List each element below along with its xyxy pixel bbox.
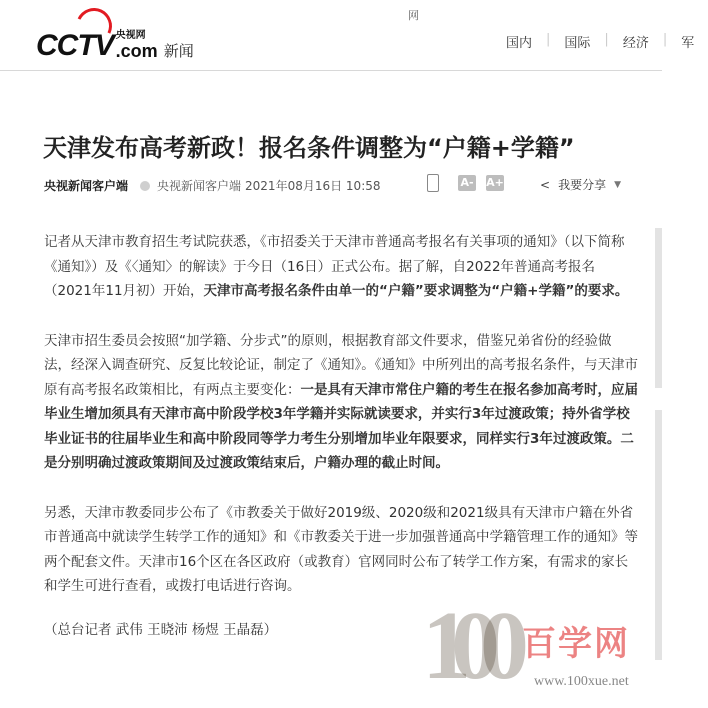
article-source[interactable]: 央视新闻客户端 bbox=[44, 179, 129, 193]
share-button[interactable] bbox=[540, 176, 621, 193]
nav-separator: | bbox=[662, 32, 668, 47]
logo-domain: .com bbox=[115, 41, 158, 61]
p2-text: 天津市招生委员会按照“加学籍、分步式”的原则，根据教育部文件要求，借鉴兄弟省份的经验做法，经深入调查研究、反复比较论证，制定了《通知》。《通知》中所列出的高考报名条件，与天津市原有高考报名政策相比，有两点主要变化： bbox=[44, 332, 638, 398]
nav-item-international[interactable]: 国际 bbox=[564, 36, 591, 51]
nav-separator: | bbox=[546, 32, 551, 47]
article-datetime: 2021年08月16日 10:58 bbox=[245, 179, 381, 193]
article-title: 天津发布高考新政！报名条件调整为“户籍+学籍” bbox=[43, 134, 575, 163]
share-label: 我要分享 bbox=[558, 178, 607, 192]
watermark-text: 百学网 bbox=[522, 624, 630, 664]
paragraph-1 bbox=[44, 230, 638, 304]
logo-section: 新闻 bbox=[163, 42, 194, 60]
mobile-view-icon[interactable] bbox=[427, 174, 439, 192]
p1-bold: 天津市高考报名条件由单一的“户籍”要求调整为“户籍+学籍”的要求。 bbox=[203, 283, 629, 299]
font-larger-button[interactable]: A+ bbox=[486, 176, 504, 189]
nav-separator: | bbox=[604, 32, 609, 47]
side-scrollbar[interactable] bbox=[655, 228, 662, 388]
font-smaller-button[interactable]: A- bbox=[458, 175, 476, 191]
top-nav bbox=[506, 32, 708, 51]
nav-item-domestic[interactable]: 国内 bbox=[506, 36, 533, 51]
side-panel-edge bbox=[655, 410, 662, 660]
source-icon bbox=[140, 181, 150, 191]
logo-brand-cn: 央视网 bbox=[115, 30, 146, 41]
nav-item-economy[interactable]: 经济 bbox=[622, 36, 649, 51]
site-header bbox=[0, 0, 695, 71]
nav-item-military[interactable]: 军 bbox=[681, 36, 695, 51]
article-meta bbox=[44, 177, 381, 194]
watermark-number: 100 bbox=[422, 592, 509, 700]
logo-brand: CCTV bbox=[36, 29, 114, 62]
top-mark-char: 网 bbox=[408, 9, 419, 22]
article-channel: 央视新闻客户端 bbox=[157, 179, 242, 193]
cctv-logo[interactable] bbox=[36, 16, 194, 60]
article-body bbox=[44, 230, 638, 667]
paragraph-2 bbox=[44, 329, 638, 476]
p2-bold: 一是具有天津市常住户籍的考生在报名参加高考时，应届毕业生增加须具有天津市高中阶段学校3年学籍并实际就读要求，并实行3年过渡政策；持外省学校毕业证书的往届毕业生和高中阶段同等学力考生分别增加毕业年限要求，同样实行3年过渡政策。二是分别明确过渡政策期间及过渡政策结束后，户籍办理的截止时间。 bbox=[44, 381, 638, 471]
article-credit: （总台记者 武伟 王晓沛 杨煜 王晶磊） bbox=[44, 621, 278, 638]
chevron-down-icon: ▼ bbox=[614, 179, 621, 190]
paragraph-3: 另悉，天津市教委同步公布了《市教委关于做好2019级、2020级和2021级具有天津市户籍在外省市普通高中就读学生转学工作的通知》和《市教委关于进一步加强普通高中学籍管理工作的通知》等两个配套文件。天津市16个区在各区政府（或教育）官网同时公布了转学工作方案，有需求的家长和学生可进行查看，或拨打电话进行咨询。 bbox=[44, 504, 638, 594]
share-icon: < bbox=[540, 177, 551, 192]
watermark-url: www.100xue.net bbox=[534, 674, 629, 689]
p1-text: 记者从天津市教育招生考试院获悉，《市招委关于天津市普通高考报名有关事项的通知》（以下简称《通知》）及《〈通知〉的解读》于今日（16日）正式公布。据了解，自2022年普通高考报名（2021年11月初）开始， bbox=[44, 234, 625, 299]
logo-right bbox=[116, 30, 158, 60]
